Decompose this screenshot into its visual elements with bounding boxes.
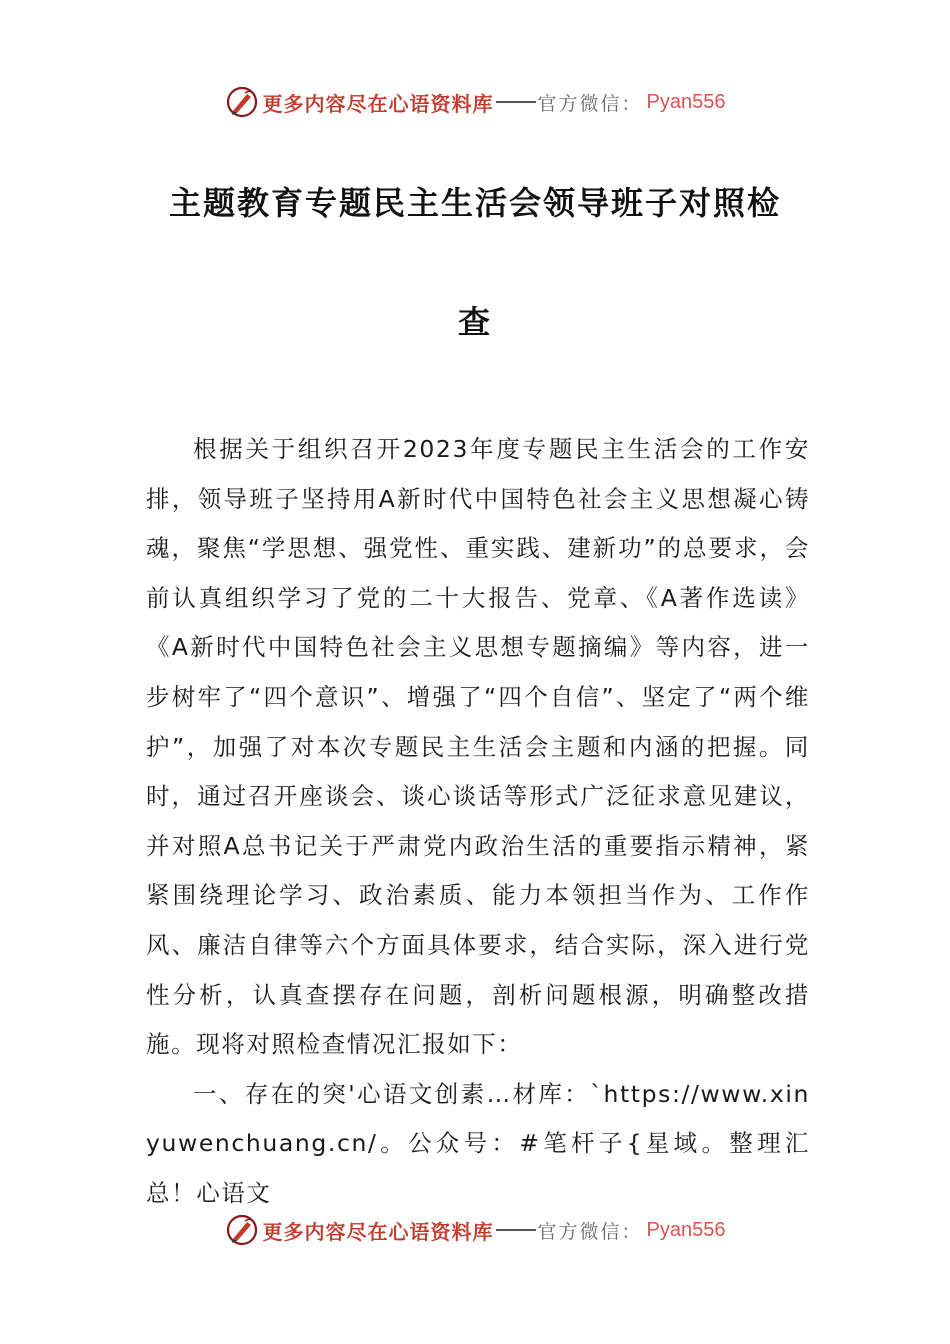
banner-wechat-id: Pyan556 bbox=[646, 90, 726, 113]
header-banner bbox=[0, 80, 950, 124]
pen-logo-icon bbox=[225, 85, 259, 119]
document-title-line-1: 主题教育专题民主生活会领导班子对照检 bbox=[168, 184, 781, 222]
body-paragraph: 一、存在的突'心语文创素…材库：`https://www.xinyuwenchuang.cn/。公众号：#笔杆子{星域。整理汇总！心语文 bbox=[146, 1079, 810, 1207]
banner-official-label: 官方微信： bbox=[537, 92, 643, 115]
footer-banner bbox=[0, 1208, 950, 1252]
document-title-line-2: 查 bbox=[457, 303, 492, 341]
banner-wechat-id: Pyan556 bbox=[646, 1218, 726, 1241]
banner-dash bbox=[496, 1229, 536, 1231]
banner-official-label: 官方微信： bbox=[537, 1220, 643, 1243]
body-paragraph: 根据关于组织召开2023年度专题民主生活会的工作安排，领导班子坚持用A新时代中国特色社会主义思想凝心铸魂，聚焦“学思想、强党性、重实践、建新功”的总要求，会前认真组织学习了党的二十大报告、党章、《A著作选读》《A新时代中国特色社会主义思想专题摘编》等内容，进一步树牢了“四个意识”、增强了“四个自信”、坚定了“两个维护”，加强了对本次专题民主生活会主题和内涵的把握。同时，通过召开座谈会、谈心谈话等形式广泛征求意见建议，并对照A总书记关于严肃党内政治生活的重要指示精神，紧紧围绕理论学习、政治素质、能力本领担当作为、工作作风、廉洁自律等六个方面具体要求，结合实际，深入进行党性分析，认真查摆存在问题，剖析问题根源，明确整改措施。现将对照检查情况汇报如下： bbox=[146, 435, 810, 1059]
banner-dash bbox=[496, 101, 536, 103]
banner-brand-text: 更多内容尽在心语资料库 bbox=[262, 1219, 494, 1244]
pen-logo-icon bbox=[225, 1213, 259, 1247]
document-body bbox=[146, 425, 810, 1219]
banner-brand-text: 更多内容尽在心语资料库 bbox=[262, 91, 494, 116]
